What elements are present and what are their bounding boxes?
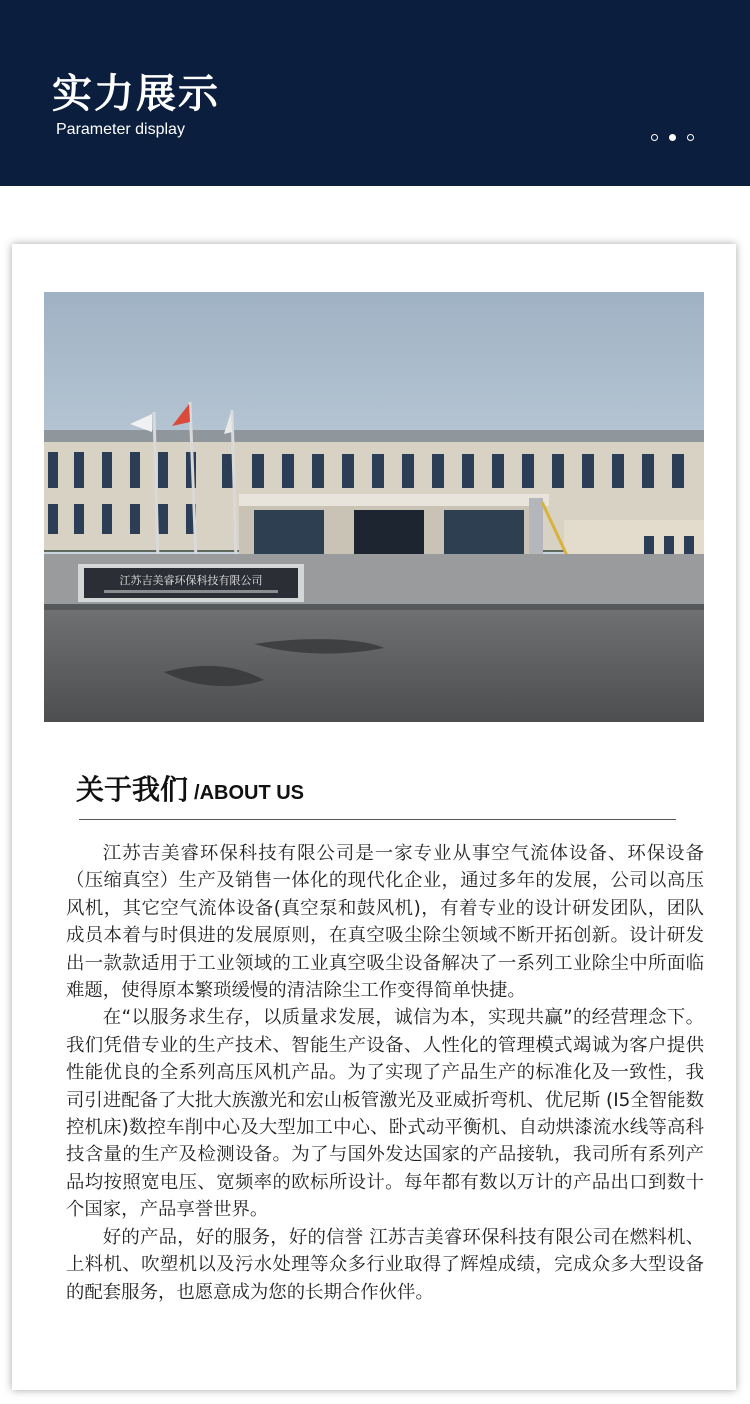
about-heading [76,768,304,808]
about-title-cn: 关于我们 [76,773,189,806]
about-paragraph-1: 江苏吉美睿环保科技有限公司是一家专业从事空气流体设备、环保设备（压缩真空）生产及销售一体化的现代化企业，通过多年的发展，公司以高压风机，其它空气流体设备(真空泵和鼓风机)，有着专业的设计研发团队，团队成员本着与时俱进的发展原则，在真空吸尘除尘领域不断开拓创新。设计研发出一款款适用于工业领域的工业真空吸尘设备解决了一系列工业除尘中所面临难题，使得原本繁琐缓慢的清洁除尘工作变得简单快捷。 [66,843,704,1002]
header-banner [0,0,750,186]
heading-divider [79,819,676,820]
pager-dot-1[interactable] [651,134,658,141]
carousel-pager [651,134,694,141]
building-sign-text: 江苏吉美睿环保科技有限公司 [119,574,263,587]
about-paragraph-2: 在“以服务求生存，以质量求发展，诚信为本，实现共赢”的经营理念下。我们凭借专业的生产技术、智能生产设备、人性化的管理模式竭诚为客户提供性能优良的全系列高压风机产品。为了实现了产品生产的标准化及一致性，我司引进配备了大批大族激光和宏山板管激光及亚威折弯机、优尼斯 (I5全智能数控机床)数控车削中心及大型加工中心、卧式动平衡机、自动烘漆流水线等高科技含量的生产及检测设备。为了与国外发达国家的产品接轨，我司所有系列产品均按照宽电压、宽频率的欧标所设计。每年都有数以万计的产品出口到数十个国家，产品享誉世界。 [66,1007,704,1221]
pager-dot-2[interactable] [669,134,676,141]
page-title: 实力展示 [52,71,220,117]
about-paragraph-3: 好的产品，好的服务，好的信誉 江苏吉美睿环保科技有限公司在燃料机、上料机、吹塑机以及污水处理等众多行业取得了辉煌成绩，完成众多大型设备的配套服务，也愿意成为您的长期合作伙伴。 [66,1226,704,1303]
about-title-en: /ABOUT US [194,782,305,804]
company-building-photo [44,292,704,722]
content-card [12,244,736,1390]
about-body [66,840,704,1306]
pager-dot-3[interactable] [687,134,694,141]
page-subtitle: Parameter display [56,121,185,138]
